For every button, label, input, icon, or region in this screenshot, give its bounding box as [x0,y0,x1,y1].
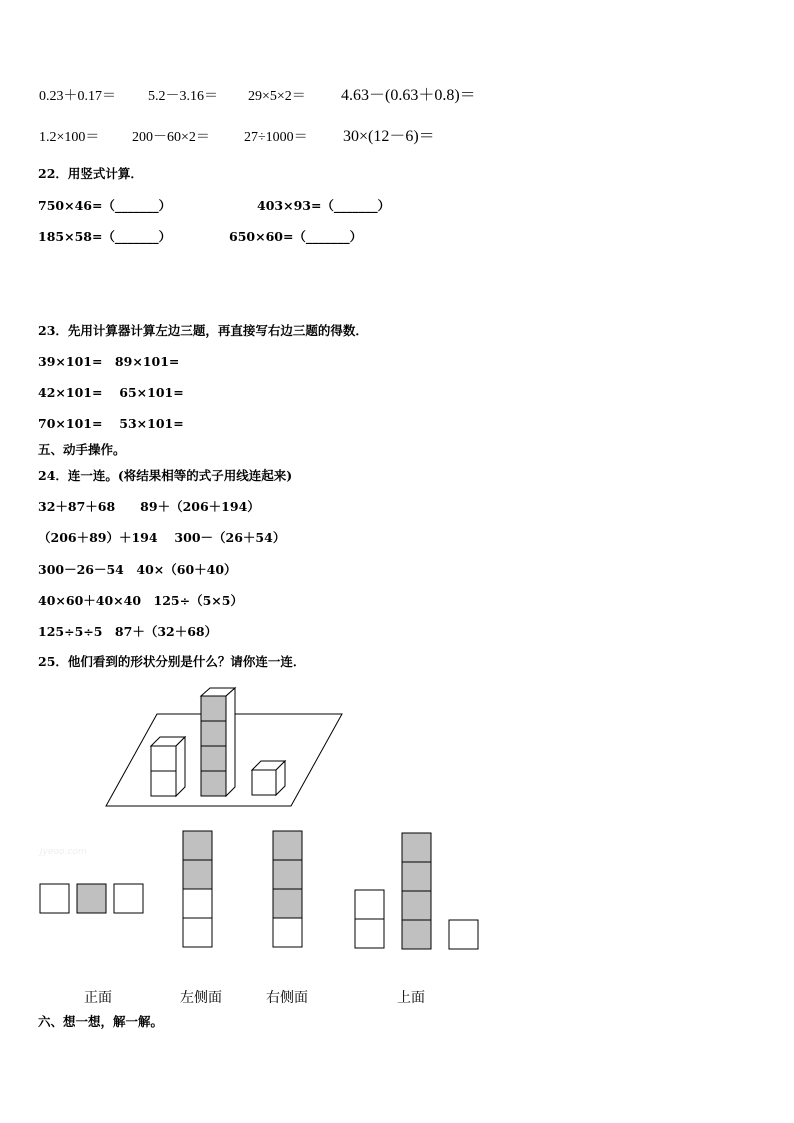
q23-row-2: 42×101= 65×101= [38,385,184,400]
mental-math-4: 4.63－(0.63＋0.8)＝ [341,87,476,104]
q22-title: 22．用竖式计算． [38,166,143,181]
mental-math-7: 27÷1000＝ [244,130,308,145]
section-6-heading: 六、想一想，解一解。 [38,1014,164,1029]
q22-item-1: 750×46=（_______） [38,198,172,213]
q24-title: 24．连一连。(将结果相等的式子用线连起来) [38,468,293,483]
q22-item-2: 403×93=（_______） [257,198,391,213]
mental-math-3: 29×5×2＝ [248,89,306,104]
q24-row-2: （206＋89）＋194 300－（26＋54） [38,530,286,545]
label-top: 上面 [397,990,425,1006]
label-left-side: 左侧面 [180,990,222,1006]
watermark: Jyeoo.com [40,847,87,857]
q24-row-4: 40×60＋40×40 125÷（5×5） [38,593,243,608]
view-option-front [40,884,143,913]
cube-single-right [252,761,285,795]
view-option-top [355,833,478,949]
q22-item-3: 185×58=（_______） [38,229,172,244]
view-option-left [183,831,212,947]
q24-row-3: 300－26－54 40×（60＋40） [38,562,237,577]
q24-row-1: 32＋87＋68 89＋（206＋194） [38,499,260,514]
q24-row-5: 125÷5÷5 87＋（32＋68） [38,624,218,639]
mental-math-2: 5.2－3.16＝ [148,89,218,104]
mental-math-1: 0.23＋0.17＝ [39,89,116,104]
label-right-side: 右侧面 [266,990,308,1006]
q22-item-4: 650×60=（_______） [229,229,363,244]
label-front: 正面 [84,990,112,1006]
cube-stack-left [151,737,185,796]
q23-row-1: 39×101= 89×101= [38,354,180,369]
section-5-heading: 五、动手操作。 [38,442,126,457]
mental-math-8: 30×(12－6)＝ [343,128,435,145]
q23-row-3: 70×101= 53×101= [38,416,184,431]
view-option-right [273,831,302,947]
mental-math-6: 200－60×2＝ [132,130,210,145]
q23-title: 23．先用计算器计算左边三题，再直接写右边三题的得数． [38,323,368,338]
q25-title: 25．他们看到的形状分别是什么？请你连一连． [38,654,306,669]
mental-math-5: 1.2×100＝ [39,130,100,145]
cube-stack-middle [201,688,235,796]
